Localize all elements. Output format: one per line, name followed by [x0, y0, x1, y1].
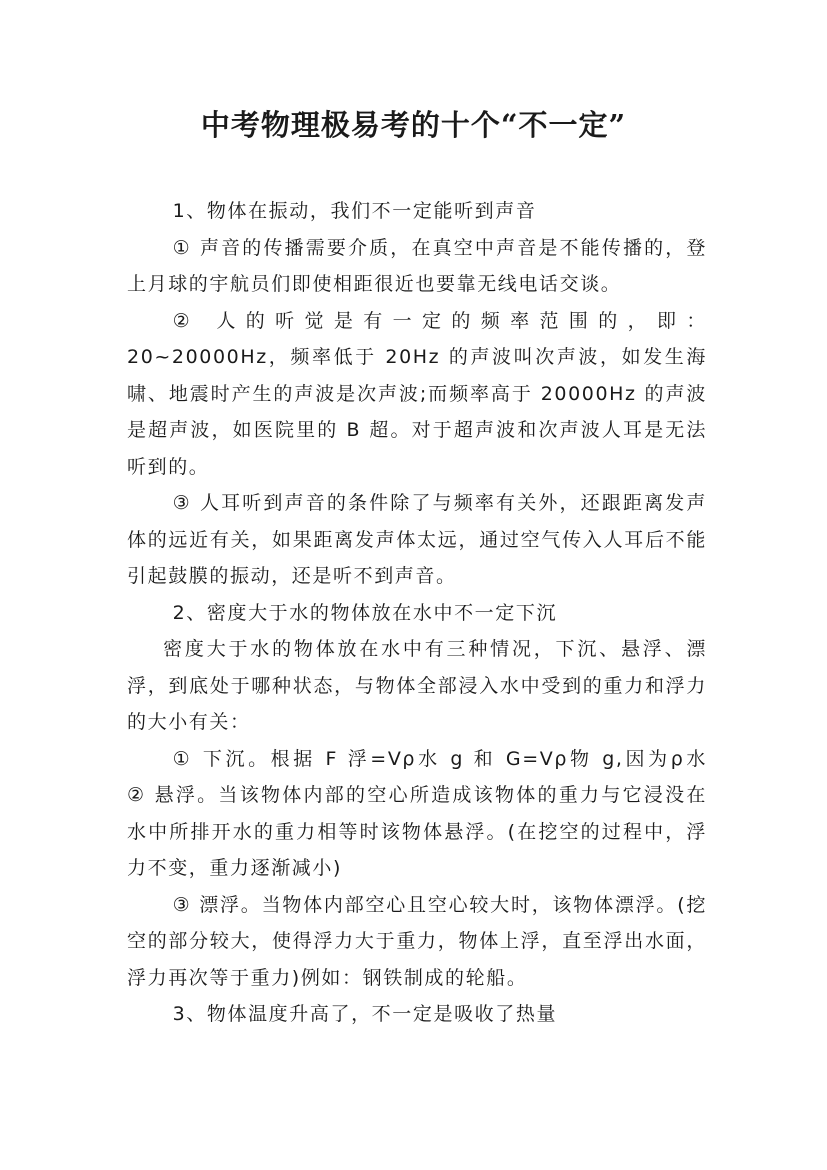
document-body [127, 193, 749, 1033]
paragraph-2-intro: 密度大于水的物体放在水中有三种情况，下沉、悬浮、漂浮，到底处于哪种状态，与物体全部浸入水中受到的重力和浮力的大小有关： [127, 638, 707, 733]
paragraph-2-1: ① 下沉。根据 F 浮=Vρ水 g 和 G=Vρ物 g,因为ρ水 ② 悬浮。当该物体内部的空心所造成该物体的重力与它浸没在水中所排开水的重力相等时该物体悬浮。(在挖空的过程中，浮力不变，重力逐渐减小) [127, 747, 749, 879]
paragraph-1-2: ② 人的听觉是有一定的频率范围的，即：20~20000Hz，频率低于 20Hz 的声波叫次声波，如发生海啸、地震时产生的声波是次声波;而频率高于 20000Hz 的声波是超声波，如医院里的 B 超。对于超声波和次声波人耳是无法听到的。 [127, 309, 707, 478]
paragraph-2-3: ③ 漂浮。当物体内部空心且空心较大时，该物体漂浮。(挖空的部分较大，使得浮力大于重力，物体上浮，直至浮出水面，浮力再次等于重力)例如：钢铁制成的轮船。 [127, 893, 707, 989]
paragraph-1-1: ① 声音的传播需要介质，在真空中声音是不能传播的，登上月球的宇航员们即使相距很近也要靠无线电话交谈。 [127, 236, 707, 295]
heading-3: 3、物体温度升高了，不一定是吸收了热量 [172, 1003, 558, 1025]
document-title: 中考物理极易考的十个“不一定” [200, 108, 627, 142]
paragraph-1-3: ③ 人耳听到声音的条件除了与频率有关外，还跟距离发声体的远近有关，如果距离发声体太远，通过空气传入人耳后不能引起鼓膜的振动，还是听不到声音。 [127, 492, 707, 587]
heading-1: 1、物体在振动，我们不一定能听到声音 [172, 200, 537, 222]
heading-2: 2、密度大于水的物体放在水中不一定下沉 [172, 601, 558, 624]
